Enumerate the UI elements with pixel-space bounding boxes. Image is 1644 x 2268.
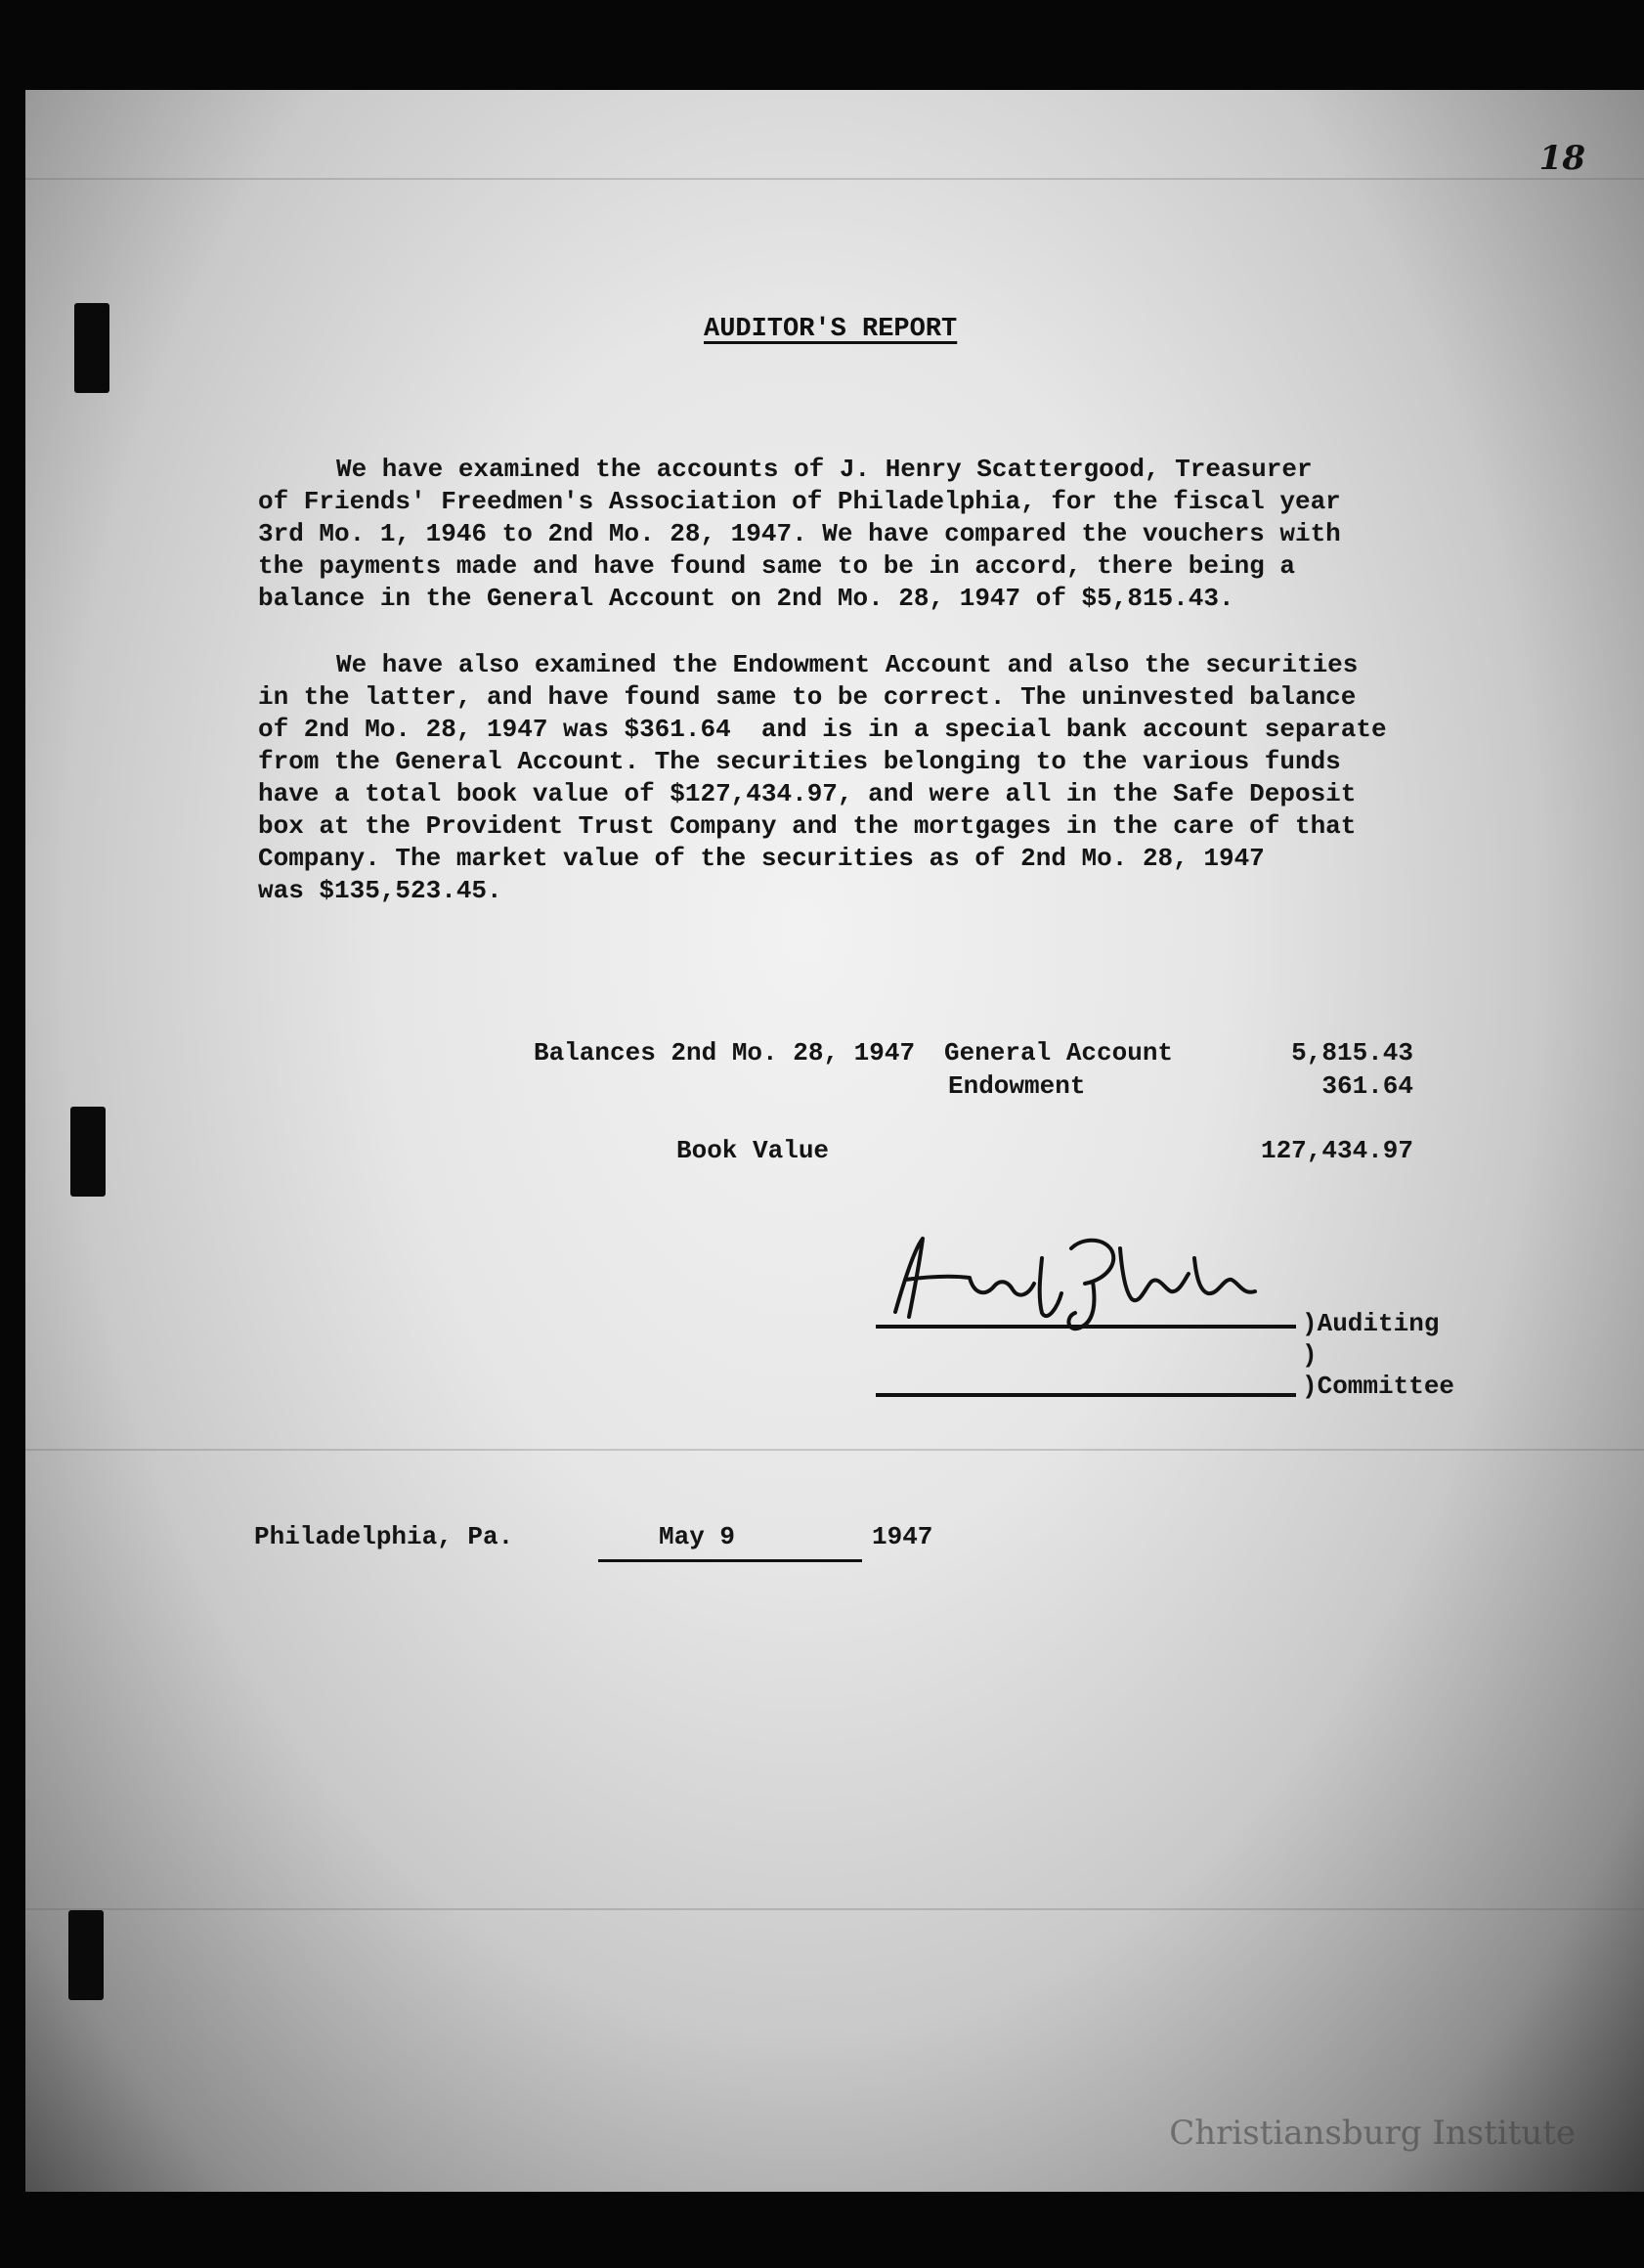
paragraph-endowment [258, 649, 1470, 907]
book-value-amount: 127,434.97 [1260, 1136, 1413, 1165]
handwritten-signature [876, 1219, 1306, 1336]
endowment-label: Endowment [948, 1071, 1086, 1101]
signature-line [876, 1325, 1296, 1329]
scan-rule-line [25, 1908, 1644, 1910]
paragraph-examination [258, 454, 1470, 615]
page-title: AUDITOR'S REPORT [704, 315, 958, 344]
committee-label: )Committee [1302, 1372, 1455, 1401]
paragraph-line: 3rd Mo. 1, 1946 to 2nd Mo. 28, 1947. We have compared the vouchers with [258, 519, 1341, 548]
paragraph-line: have a total book value of $127,434.97, and were all in the Safe Deposit [258, 779, 1357, 808]
watermark: Christiansburg Institute [1169, 2114, 1576, 2153]
paragraph-line: in the latter, and have found same to be correct. The uninvested balance [258, 682, 1357, 712]
paragraph-line: box at the Provident Trust Company and the mortgages in the care of that [258, 811, 1357, 841]
scan-rule-line [25, 1449, 1644, 1451]
binder-hole-mark [74, 303, 109, 393]
balances-table [534, 1036, 1413, 1167]
auditing-label: )Auditing [1302, 1309, 1440, 1338]
place-date-line [254, 1522, 938, 1571]
bracket-mark: ) [1302, 1340, 1318, 1370]
general-account-value: 5,815.43 [1291, 1038, 1413, 1068]
page-number: 18 [1538, 139, 1585, 178]
date-underline [598, 1559, 862, 1562]
book-value-label: Book Value [676, 1136, 830, 1165]
endowment-value: 361.64 [1321, 1071, 1413, 1101]
place-text: Philadelphia, Pa. [254, 1522, 514, 1551]
general-account-label: General Account [944, 1038, 1174, 1068]
balance-row-endowment [534, 1069, 1413, 1103]
paragraph-line: We have also examined the Endowment Account and also the securities [336, 650, 1359, 679]
balance-row-book [534, 1134, 1413, 1167]
date-text: May 9 [659, 1522, 736, 1551]
paragraph-line: from the General Account. The securities belonging to the various funds [258, 747, 1341, 776]
signature-block [876, 1239, 1482, 1415]
year-text: 1947 [872, 1522, 933, 1551]
scan-rule-line [25, 178, 1644, 180]
balance-row-general [534, 1036, 1413, 1069]
paragraph-line: of 2nd Mo. 28, 1947 was $361.64 and is in a special bank account separate [258, 715, 1387, 744]
paper-sheet [25, 90, 1644, 2192]
paragraph-line: the payments made and have found same to be in accord, there being a [258, 551, 1295, 581]
paragraph-line: balance in the General Account on 2nd Mo. 28, 1947 of $5,815.43. [258, 584, 1234, 613]
paragraph-line: Company. The market value of the securities as of 2nd Mo. 28, 1947 [258, 844, 1265, 873]
binder-hole-mark [68, 1910, 104, 2000]
binder-hole-mark [70, 1107, 106, 1197]
paragraph-line: was $135,523.45. [258, 876, 502, 905]
signature-line [876, 1393, 1296, 1397]
paragraph-line: of Friends' Freedmen's Association of Philadelphia, for the fiscal year [258, 487, 1341, 516]
balances-heading: Balances 2nd Mo. 28, 1947 [534, 1038, 916, 1068]
paragraph-line: We have examined the accounts of J. Henry Scattergood, Treasurer [336, 455, 1313, 484]
